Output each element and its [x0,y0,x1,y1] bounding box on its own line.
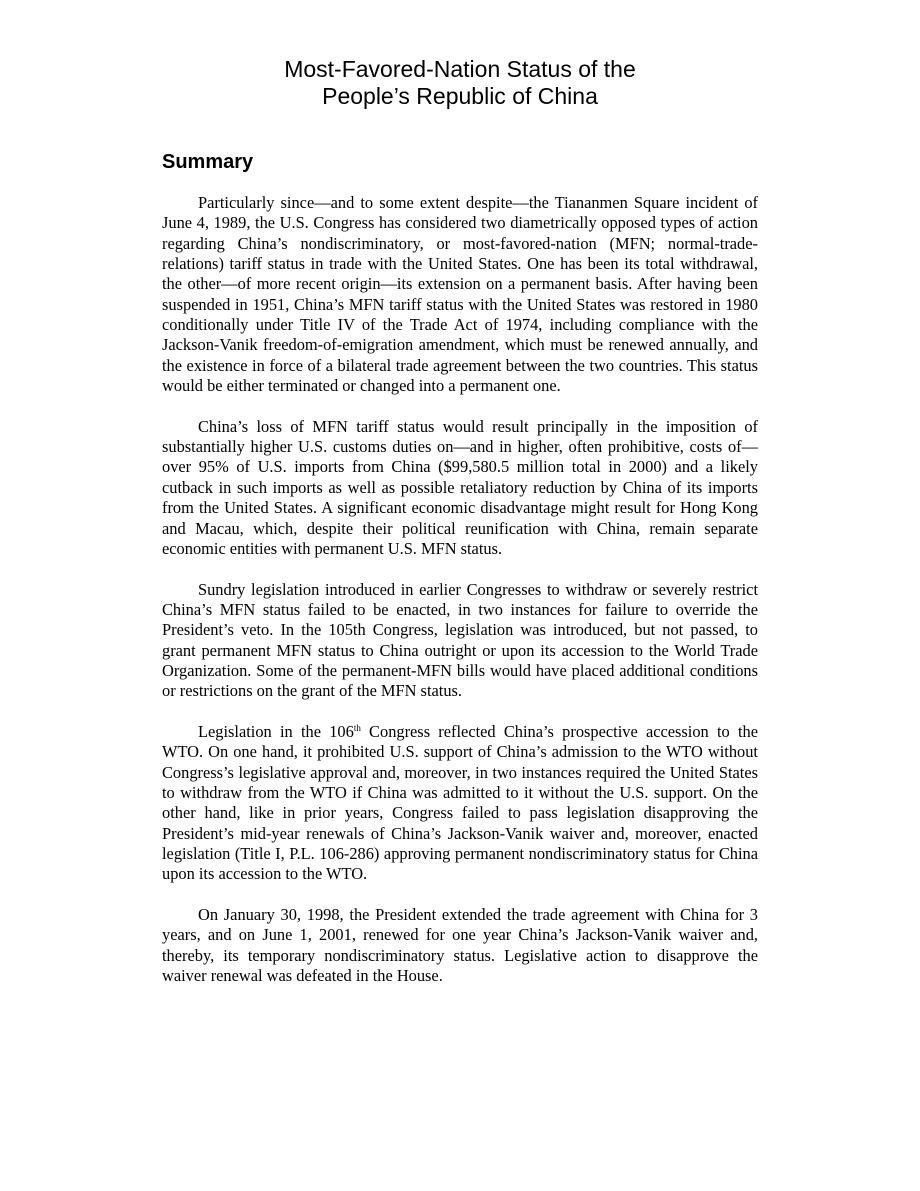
paragraph-4-lead: Legislation in the 106 [198,721,354,741]
title-line-1: Most-Favored-Nation Status of the [284,56,636,82]
paragraph-1: Particularly since—and to some extent despite—the Tiananmen Square incident of June 4, 1989, the U.S. Congress has considered two diametrically opposed types of action regarding China’s nondiscriminatory, or most-favored-nation (MFN; normal-trade-relations) tariff status in trade with the United States. One has been its total withdrawal, the other—of more recent origin—its extension on a permanent basis. After having been suspended in 1951, China’s MFN tariff status with the United States was restored in 1980 conditionally under Title IV of the Trade Act of 1974, including compliance with the Jackson-Vanik freedom-of-emigration amendment, which must be renewed annually, and the existence in force of a bilateral trade agreement between the two countries. This status would be either terminated or changed into a permanent one. [162,193,758,396]
paragraph-4 [162,722,758,885]
paragraph-2: China’s loss of MFN tariff status would result principally in the imposition of substantially higher U.S. customs duties on—and in higher, often prohibitive, costs of—over 95% of U.S. imports from China ($99,580.5 million total in 2000) and a likely cutback in such imports as well as possible retaliatory reduction by China of its imports from the United States. A significant economic disadvantage might result for Hong Kong and Macau, which, despite their political reunification with China, remain separate economic entities with permanent U.S. MFN status. [162,416,758,558]
summary-body [162,193,758,986]
title-line-2: People’s Republic of China [322,83,598,109]
document-title [0,56,920,110]
section-heading: Summary [162,151,254,173]
paragraph-5: On January 30, 1998, the President extended the trade agreement with China for 3 years, and on June 1, 2001, renewed for one year China’s Jackson-Vanik waiver and, thereby, its temporary nondiscriminatory status. Legislative action to disapprove the waiver renewal was defeated in the House. [162,905,758,986]
paragraph-4-rest: Congress reflected China’s prospective accession to the WTO. On one hand, it prohibited U.S. support of China’s admission to the WTO without Congress’s legislative approval and, moreover, in two instances required the United States to withdraw from the WTO if China was admitted to it without the U.S. support. On the other hand, like in prior years, Congress failed to pass legislation disapproving the President’s mid-year renewals of China’s Jackson-Vanik waiver and, moreover, enacted legislation (Title I, P.L. 106-286) approving permanent nondiscriminatory status for China upon its accession to the WTO. [162,721,758,884]
paragraph-3: Sundry legislation introduced in earlier Congresses to withdraw or severely restrict China’s MFN status failed to be enacted, in two instances for failure to override the President’s veto. In the 105th Congress, legislation was introduced, but not passed, to grant permanent MFN status to China outright or upon its accession to the World Trade Organization. Some of the permanent-MFN bills would have placed additional conditions or restrictions on the grant of the MFN status. [162,579,758,701]
ordinal-superscript: th [353,722,361,733]
